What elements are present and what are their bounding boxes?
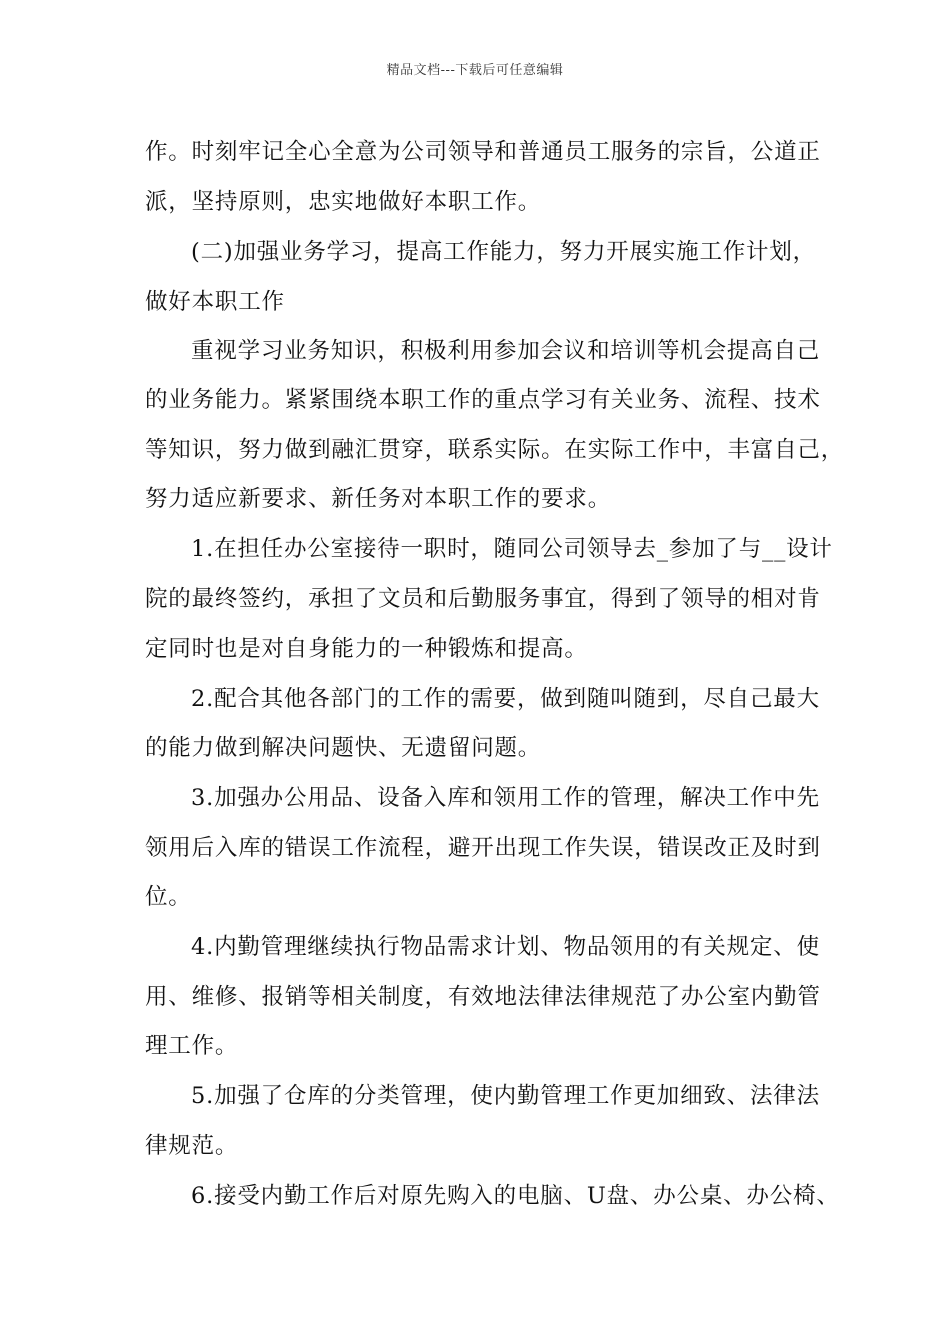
text-line: 等知识，努力做到融汇贯穿，联系实际。在实际工作中，丰富自己， <box>145 437 845 463</box>
list-item-6: 6.接受内勤工作后对原先购入的电脑、U盘、办公桌、办公椅、 <box>191 1183 840 1209</box>
page-header: 精品文档---下载后可任意编辑 <box>386 63 564 78</box>
text-line: 派，坚持原则，忠实地做好本职工作。 <box>145 189 542 215</box>
text-line: 重视学习业务知识，积极利用参加会议和培训等机会提高自己 <box>191 338 821 364</box>
text-line: 的能力做到解决问题快、无遗留问题。 <box>145 735 542 761</box>
text-line: 用、维修、报销等相关制度，有效地法律法律规范了办公室内勤管 <box>145 984 821 1010</box>
text-line: 领用后入库的错误工作流程，避开出现工作失误，错误改正及时到 <box>145 835 821 861</box>
list-item-2: 2.配合其他各部门的工作的需要，做到随叫随到，尽自己最大 <box>191 686 820 712</box>
section-heading: (二)加强业务学习，提高工作能力，努力开展实施工作计划， <box>191 239 816 265</box>
text-line: 律规范。 <box>145 1133 239 1159</box>
text-line: 努力适应新要求、新任务对本职工作的要求。 <box>145 486 612 512</box>
section-heading: 做好本职工作 <box>145 289 285 315</box>
text-line: 定同时也是对自身能力的一种锻炼和提高。 <box>145 636 588 662</box>
text-line: 理工作。 <box>145 1033 239 1059</box>
list-item-1: 1.在担任办公室接待一职时，随同公司领导去_参加了与__设计 <box>191 536 833 562</box>
list-item-5: 5.加强了仓库的分类管理，使内勤管理工作更加细致、法律法 <box>191 1083 820 1109</box>
list-item-4: 4.内勤管理继续执行物品需求计划、物品领用的有关规定、使 <box>191 934 820 960</box>
text-line: 位。 <box>145 884 192 910</box>
text-line: 的业务能力。紧紧围绕本职工作的重点学习有关业务、流程、技术 <box>145 387 821 413</box>
text-line: 作。时刻牢记全心全意为公司领导和普通员工服务的宗旨，公道正 <box>145 139 821 165</box>
text-line: 院的最终签约，承担了文员和后勤服务事宜，得到了领导的相对肯 <box>145 586 821 612</box>
list-item-3: 3.加强办公用品、设备入库和领用工作的管理，解决工作中先 <box>191 785 820 811</box>
